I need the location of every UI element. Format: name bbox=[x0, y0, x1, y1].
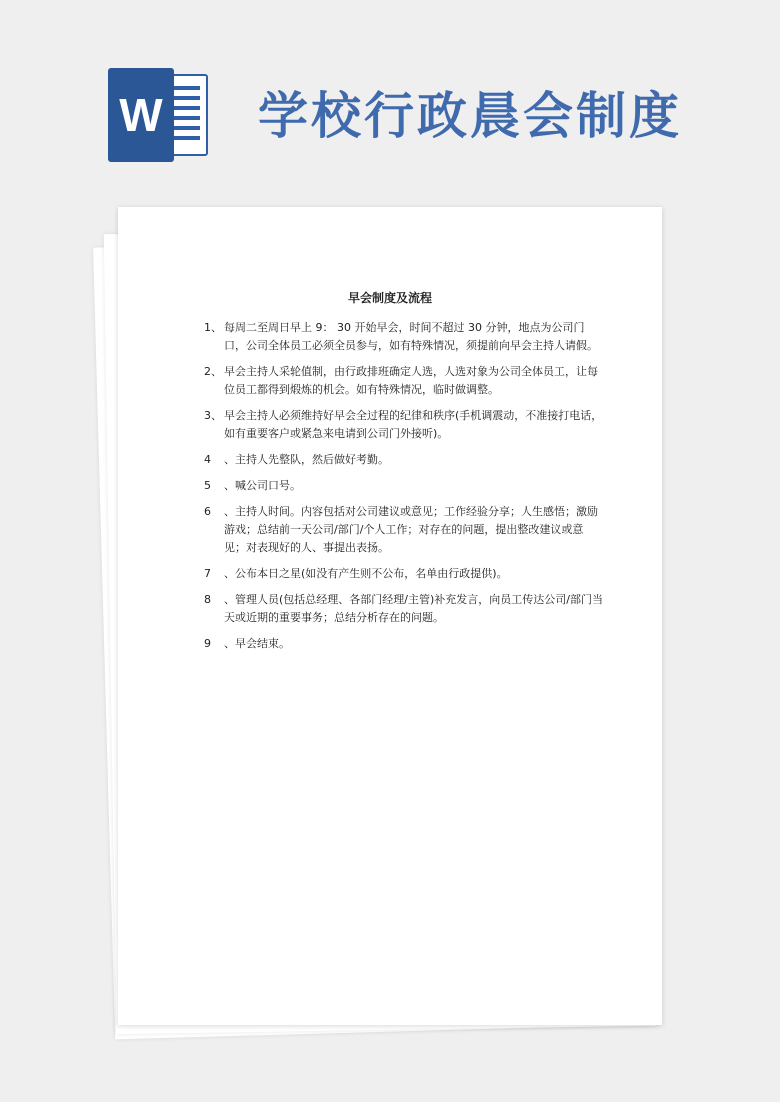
item-text: 、管理人员(包括总经理、各部门经理/主管)补充发言，向员工传达公司/部门当天或近期的重要事务；总结分析存在的问题。 bbox=[224, 593, 603, 624]
word-document-icon bbox=[108, 68, 208, 162]
list-item bbox=[204, 503, 604, 557]
item-number: 5 bbox=[204, 479, 211, 492]
item-text: 早会主持人采轮值制，由行政排班确定人选，人选对象为公司全体员工，让每位员工都得到煅炼的机会。如有特殊情况，临时做调整。 bbox=[224, 365, 598, 396]
item-text: 、公布本日之星(如没有产生则不公布，名单由行政提供)。 bbox=[224, 567, 508, 580]
list-item bbox=[204, 635, 604, 653]
item-text: 每周二至周日早上 9： 30 开始早会，时间不超过 30 分钟，地点为公司门口，公司全体员工必须全员参与，如有特殊情况，须提前向早会主持人请假。 bbox=[224, 321, 598, 352]
item-text: 、主持人时间。内容包括对公司建议或意见；工作经验分享；人生感悟；激励游戏；总结前一天公司/部门/个人工作；对存在的问题，提出整改建议或意见；对表现好的人、事提出表扬。 bbox=[224, 505, 598, 554]
item-text: 早会主持人必须维持好早会全过程的纪律和秩序(手机调震动，不准接打电话，如有重要客户或紧急来电请到公司门外接听)。 bbox=[224, 409, 603, 440]
item-number: 8 bbox=[204, 593, 211, 606]
list-item bbox=[204, 451, 604, 469]
item-number: 1、 bbox=[204, 321, 222, 334]
item-text: 、主持人先整队，然后做好考勤。 bbox=[224, 453, 389, 466]
logo-letter: W bbox=[108, 68, 174, 162]
page-header bbox=[0, 0, 780, 200]
item-text: 、早会结束。 bbox=[224, 637, 290, 650]
list-item bbox=[204, 591, 604, 627]
list-item bbox=[204, 477, 604, 495]
item-number: 6 bbox=[204, 505, 211, 518]
rules-list bbox=[204, 319, 604, 661]
item-number: 7 bbox=[204, 567, 211, 580]
item-number: 4 bbox=[204, 453, 211, 466]
list-item bbox=[204, 363, 604, 399]
item-text: 、喊公司口号。 bbox=[224, 479, 301, 492]
document-title: 早会制度及流程 bbox=[347, 291, 432, 305]
document-page bbox=[118, 207, 662, 1025]
item-number: 2、 bbox=[204, 365, 222, 378]
item-number: 9 bbox=[204, 637, 211, 650]
item-number: 3、 bbox=[204, 409, 222, 422]
list-item bbox=[204, 319, 604, 355]
page-title: 学校行政晨会制度 bbox=[258, 87, 682, 145]
list-item bbox=[204, 407, 604, 443]
list-item bbox=[204, 565, 604, 583]
